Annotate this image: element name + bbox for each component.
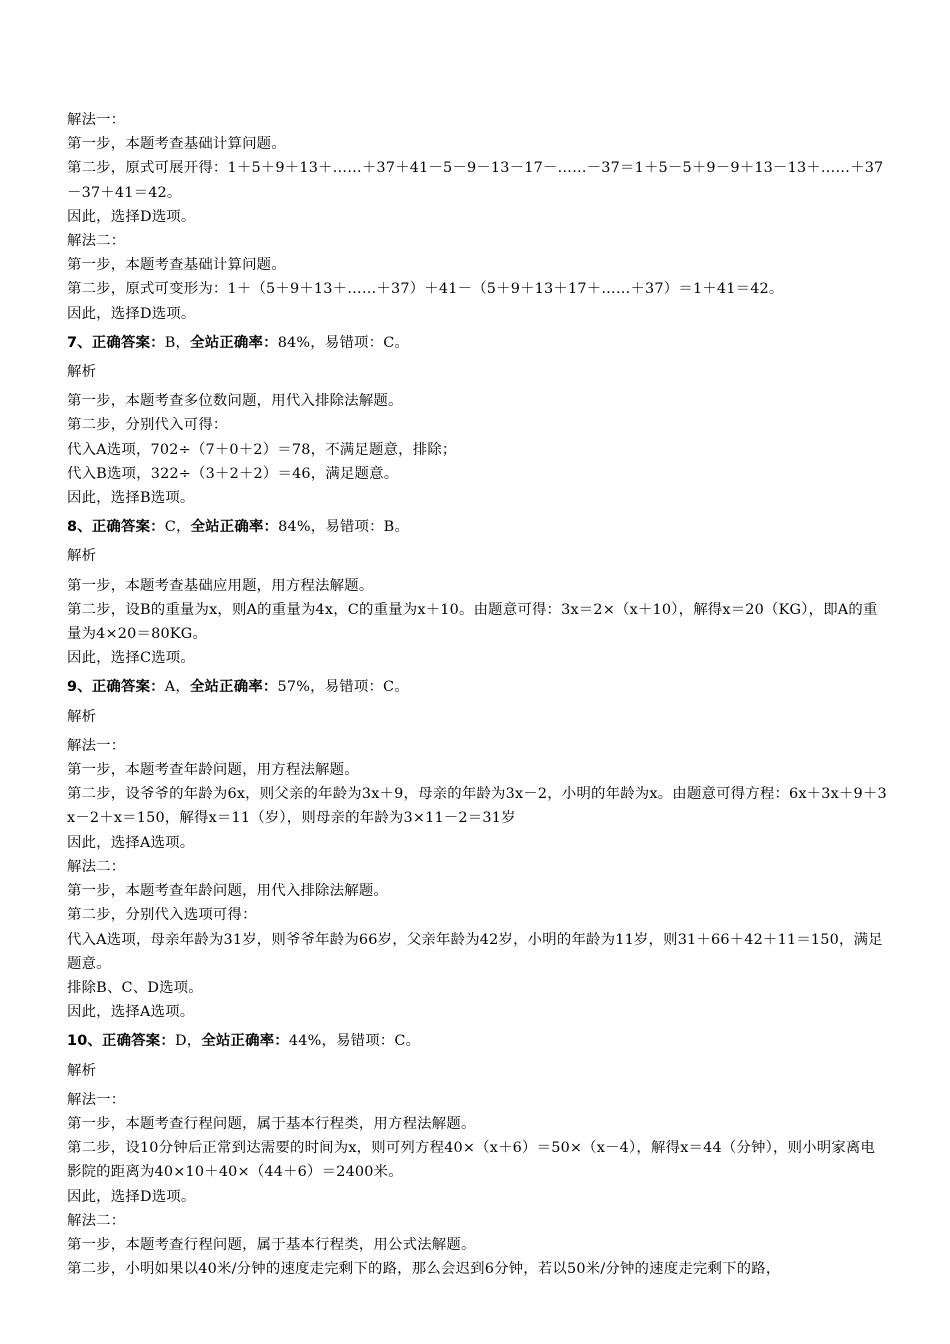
question-number: 9、 — [67, 679, 92, 696]
step-line: 第二步，原式可展开得：1＋5＋9＋13＋……＋37＋41－5－9－13－17－……－37＝1＋5－5＋9－9＋13－13＋……＋37－37＋41＝42。 — [67, 160, 884, 201]
method-label: 解法二： — [67, 233, 126, 250]
rate-value: 84%，易错项：C。 — [277, 334, 410, 351]
option-check-line: 代入A选项，702÷（7＋0＋2）＝78，不满足题意，排除； — [67, 441, 457, 458]
step-line: 第一步，本题考查基础应用题，用方程法解题。 — [67, 577, 374, 594]
step-line: 第二步，设B的重量为x，则A的重量为4x，C的重量为x＋10。由题意可得：3x＝2×（x＋10），解得x＝20（KG），即A的重量为4×20＝80KG。 — [67, 601, 878, 643]
question-number: 7、 — [67, 334, 92, 351]
rate-value: 57%，易错项：C。 — [277, 679, 409, 696]
step-line: 第一步，本题考查行程问题，属于基本行程类，用方程法解题。 — [67, 1115, 476, 1132]
answer-label: 正确答案： — [91, 519, 165, 536]
step-line: 第一步，本题考查基础计算问题。 — [67, 257, 286, 274]
method-label: 解法一： — [67, 112, 126, 128]
method-label: 解法二： — [67, 1212, 126, 1229]
conclusion-line: 因此，选择A选项。 — [67, 834, 195, 851]
answer-header — [67, 675, 887, 699]
step-line: 第一步，本题考查基础计算问题。 — [67, 136, 286, 153]
analysis-label: 解析 — [67, 708, 97, 725]
conclusion-line: 因此，选择A选项。 — [67, 1004, 195, 1021]
step-line: 第一步，本题考查行程问题，属于基本行程类，用公式法解题。 — [67, 1236, 476, 1253]
step-line: 第一步，本题考查多位数问题，用代入排除法解题。 — [67, 393, 403, 410]
step-line: 第二步，原式可变形为：1＋（5＋9＋13＋……＋37）＋41－（5＋9＋13＋17＋……＋37）＝1＋41＝42。 — [67, 281, 784, 298]
analysis-label: 解析 — [67, 1062, 97, 1079]
step-line: 第二步，分别代入可得： — [67, 417, 228, 434]
answer-value: D， — [175, 1033, 202, 1050]
answer-header — [67, 331, 887, 355]
conclusion-line: 因此，选择D选项。 — [67, 305, 196, 322]
conclusion-line: 因此，选择B选项。 — [67, 490, 195, 507]
answer-value: B， — [164, 334, 191, 351]
question-number: 10、 — [67, 1033, 103, 1050]
step-line: 第一步，本题考查年龄问题，用代入排除法解题。 — [67, 883, 388, 900]
rate-label: 全站正确率： — [189, 679, 278, 696]
option-check-line: 代入B选项，322÷（3＋2＋2）＝46，满足题意。 — [67, 465, 399, 482]
method-label: 解法一： — [67, 1091, 126, 1108]
rate-label: 全站正确率： — [201, 1033, 289, 1050]
answer-header — [67, 1029, 887, 1053]
exclusion-line: 排除B、C、D选项。 — [67, 979, 203, 996]
answer-label: 正确答案： — [91, 679, 165, 696]
answer-value: A， — [164, 679, 190, 696]
conclusion-line: 因此，选择C选项。 — [67, 650, 195, 667]
document-content — [67, 108, 887, 1281]
method-label: 解法二： — [67, 858, 126, 875]
analysis-label: 解析 — [67, 548, 97, 565]
rate-value: 84%，易错项：B。 — [278, 519, 410, 536]
step-line: 第一步，本题考查年龄问题，用方程法解题。 — [67, 762, 359, 779]
analysis-label: 解析 — [67, 364, 97, 381]
step-line: 第二步，小明如果以40米/分钟的速度走完剩下的路，那么会迟到6分钟，若以50米/分钟的速度走完剩下的路， — [67, 1261, 781, 1278]
question-number: 8、 — [67, 519, 92, 536]
option-check-line: 代入A选项，母亲年龄为31岁，则爷爷年龄为66岁，父亲年龄为42岁，小明的年龄为11岁，则31＋66＋42＋11＝150，满足题意。 — [67, 931, 883, 972]
rate-value: 44%，易错项：C。 — [288, 1033, 421, 1050]
rate-label: 全站正确率： — [190, 334, 278, 351]
method-label: 解法一： — [67, 737, 126, 754]
step-line: 第二步，设10分钟后正常到达需要的时间为x，则可列方程40×（x＋6）＝50×（x－4），解得x＝44（分钟），则小明家离电影院的距离为40×10＋40×（44＋6）＝2400米。 — [67, 1140, 876, 1181]
step-line: 第二步，分别代入选项可得： — [67, 907, 257, 924]
conclusion-line: 因此，选择D选项。 — [67, 1188, 196, 1205]
answer-label: 正确答案： — [91, 334, 165, 351]
step-line: 第二步，设爷爷的年龄为6x，则父亲的年龄为3x＋9，母亲的年龄为3x－2，小明的年龄为x。由题意可得方程：6x＋3x＋9＋3x－2＋x＝150，解得x＝11（岁），则母亲的年龄为3×11－2＝31岁 — [67, 786, 887, 827]
rate-label: 全站正确率： — [190, 519, 279, 536]
answer-value: C， — [164, 519, 191, 536]
answer-header — [67, 515, 887, 539]
conclusion-line: 因此，选择D选项。 — [67, 208, 196, 225]
answer-label: 正确答案： — [102, 1033, 175, 1050]
